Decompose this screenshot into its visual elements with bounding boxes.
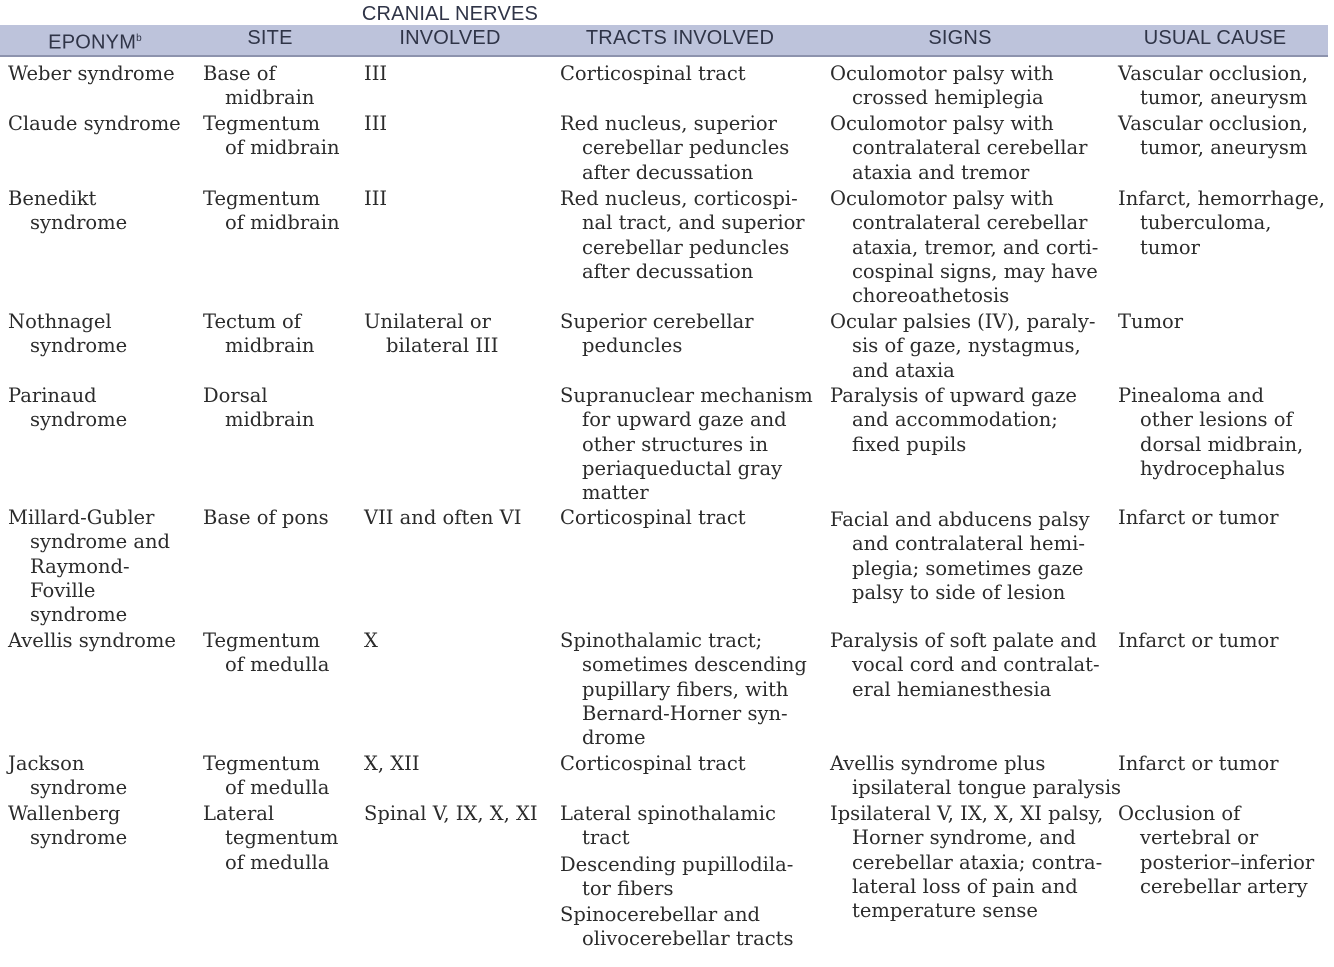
cell-line: of medulla [225,850,330,874]
cell-line: of medulla [225,653,330,677]
cell-tracts [560,112,789,185]
cell-line: vocal cord and contralat- [852,653,1100,677]
cell-line: olivocerebellar tracts [582,927,794,951]
cell-line: cerebellar peduncles [582,235,790,259]
cell-site [203,802,338,875]
cell-signs [830,629,1100,702]
cell-line: III [364,187,388,210]
cell-line: Vascular occlusion, [1118,62,1308,85]
cell-line: Parinaud [8,384,97,407]
cell-line: Nothnagel [8,310,112,333]
cell-line: Corticospinal tract [560,752,746,775]
cell-line: contralateral cerebellar [852,136,1088,160]
cell-line: Corticospinal tract [560,506,746,529]
header-site: SITE [247,27,293,49]
cell-line: drome [582,726,646,750]
cell-eponym [8,752,127,801]
cell-line: Ocular palsies (IV), paraly- [830,310,1096,333]
cell-line: Avellis syndrome [8,629,176,652]
cell-line: Tectum of [203,310,301,333]
cell-line: ataxia, tremor, and corti- [852,235,1099,259]
cell-eponym [8,384,127,433]
cell-line: for upward gaze and [582,408,787,432]
cell-cause [1118,802,1314,899]
cell-eponym [8,187,127,236]
cell-line: syndrome [30,408,128,432]
cell-line: Tegmentum [203,629,320,652]
cell-line: Infarct or tumor [1118,506,1279,529]
cell-line: Unilateral or [364,310,491,333]
cell-line: Ipsilateral V, IX, X, XI palsy, [830,802,1104,825]
cell-site [203,112,340,161]
cell-line: tract [582,826,630,850]
cell-line: Avellis syndrome plus [830,752,1046,775]
cell-tracts [560,187,805,284]
cell-cause [1118,62,1308,111]
cell-line: fixed pupils [852,432,967,456]
cell-cause [1118,187,1325,260]
cell-signs [830,310,1095,383]
cell-line: tumor, aneurysm [1140,136,1308,160]
cell-line: crossed hemiplegia [852,86,1044,110]
cell-line: Infarct or tumor [1118,629,1279,652]
header-rule [0,55,1328,57]
cell-cause [1118,112,1308,161]
cell-signs [830,506,1090,605]
cell-line: of medulla [225,776,330,800]
header-cranial-line1: CRANIAL NERVES [361,3,539,25]
cell-line: Spinal V, IX, X, XI [364,802,538,825]
cell-line: Base of pons [203,506,329,529]
cell-line: tuberculoma, [1140,211,1272,235]
cell-line: Spinocerebellar and [560,903,761,927]
cell-signs [830,112,1087,185]
cell-nerves [364,112,387,136]
cell-line: X [364,629,378,652]
cell-signs [830,752,1121,801]
cell-line: of midbrain [225,136,340,160]
cell-line: Occlusion of [1118,802,1241,825]
cell-line: Lateral spinothalamic [560,802,776,825]
cell-line: Jackson [8,752,85,775]
cell-line: vertebral or [1140,826,1259,850]
cell-line: VII and often VI [364,506,522,529]
cell-tracts [560,506,746,530]
cell-line: Superior cerebellar [560,310,754,333]
cell-line: Base of [203,62,276,85]
cell-line: Oculomotor palsy with [830,187,1054,210]
cell-site [203,384,314,433]
cell-eponym [8,62,175,86]
cell-signs [830,802,1103,923]
cell-line: Pinealoma and [1118,384,1265,407]
cell-tracts [560,310,754,359]
cell-line: midbrain [225,86,315,110]
cell-signs [830,187,1098,308]
cell-line: Horner syndrome, and [852,826,1076,850]
cell-line: Claude syndrome [8,112,181,135]
cell-line: ipsilateral tongue paralysis [852,776,1122,800]
cell-line: palsy to side of lesion [852,580,1066,604]
cell-line: Red nucleus, superior [560,112,777,135]
cell-line: peduncles [582,334,683,358]
cell-cause [1118,384,1303,481]
cell-line: eral hemianesthesia [852,677,1052,701]
cell-line: of midbrain [225,211,340,235]
cell-line: syndrome [30,603,128,627]
cell-line: other lesions of [1140,408,1293,432]
cell-line: syndrome and [30,530,171,554]
cell-line: plegia; sometimes gaze [852,556,1084,580]
table-header [0,0,1328,57]
cell-line: temperature sense [852,899,1038,923]
cell-line: Millard-Gubler [8,506,155,529]
cell-site [203,187,340,236]
cell-line: Paralysis of soft palate and [830,629,1097,652]
cell-line: Descending pupillodila- [560,852,794,876]
cell-site [203,310,314,359]
cell-line: Facial and abducens palsy [830,508,1090,531]
cell-line: syndrome [30,334,128,358]
cell-line: cerebellar artery [1140,874,1308,898]
cell-line: Oculomotor palsy with [830,112,1054,135]
cell-line: syndrome [30,211,128,235]
cell-line: dorsal midbrain, [1140,432,1304,456]
cell-line: III [364,62,388,85]
header-eponym-footnote: b [136,33,142,44]
cell-line: and contralateral hemi- [852,532,1085,556]
cell-line: posterior–inferior [1140,850,1315,874]
cell-cause [1118,752,1279,776]
cell-line: Paralysis of upward gaze [830,384,1077,407]
header-cranial-line2: INVOLVED [399,27,501,49]
cell-line: cerebellar peduncles [582,136,790,160]
cell-line: Raymond- [30,554,130,578]
cell-nerves [364,629,378,653]
cell-line: after decussation [582,160,754,184]
cell-tracts [560,802,793,952]
cell-line: and ataxia [852,358,955,382]
cell-cause [1118,629,1279,653]
cell-eponym [8,802,127,851]
cell-line: cerebellar ataxia; contra- [852,850,1103,874]
cell-line: X, XII [364,752,420,775]
cell-line: matter [582,481,649,505]
cell-line: nal tract, and superior [582,211,805,235]
cell-line: midbrain [225,408,315,432]
cell-line: Supranuclear mechanism [560,384,813,407]
cell-line: tegmentum [225,826,339,850]
cell-site [203,506,329,530]
cell-nerves [364,310,498,359]
cell-line: Infarct, hemorrhage, [1118,187,1325,210]
cell-line: Tegmentum [203,112,320,135]
cell-line: Corticospinal tract [560,62,746,85]
cell-signs [830,384,1077,457]
cell-line: bilateral III [386,334,499,358]
cell-line: Wallenberg [8,802,121,825]
cell-line: after decussation [582,259,754,283]
cell-line: other structures in [582,432,769,456]
cell-line: midbrain [225,334,315,358]
cell-line: ataxia and tremor [852,160,1030,184]
cell-line: tumor [1140,235,1200,259]
cell-line: cospinal signs, may have [852,259,1098,283]
cell-tracts [560,62,746,86]
cell-line: Foville [30,578,96,602]
cell-line: III [364,112,388,135]
cell-nerves [364,802,538,826]
cell-nerves [364,752,420,776]
cell-line: Red nucleus, corticospi- [560,187,798,210]
cell-nerves [364,506,521,530]
cell-line: Oculomotor palsy with [830,62,1054,85]
header-signs: SIGNS [928,27,992,49]
cell-signs [830,62,1054,111]
cell-cause [1118,310,1183,334]
cell-tracts [560,752,746,776]
cell-line: syndrome [30,776,128,800]
cell-line: syndrome [30,826,128,850]
header-eponym-label: EPONYM [48,31,137,54]
cell-line: tumor, aneurysm [1140,86,1308,110]
cell-cause [1118,506,1279,530]
header-cause: USUAL CAUSE [1143,27,1287,49]
cell-line: Dorsal [203,384,268,407]
cell-line: choreoathetosis [852,284,1010,308]
cell-line: Bernard-Horner syn- [582,701,788,725]
cell-line: Tegmentum [203,752,320,775]
cell-line: tor fibers [582,876,674,900]
cell-line: pupillary fibers, with [582,677,789,701]
cell-line: sis of gaze, nystagmus, [852,334,1081,358]
cell-line: and accommodation; [852,408,1058,432]
cell-line: Lateral [203,802,275,825]
cell-tracts [560,629,807,750]
cell-line: Weber syndrome [8,62,175,85]
cell-site [203,629,329,678]
cell-line: hydrocephalus [1140,456,1286,480]
cell-line: lateral loss of pain and [852,874,1078,898]
cell-site [203,752,329,801]
cell-eponym [8,629,176,653]
cell-eponym [8,310,127,359]
cell-line: Infarct or tumor [1118,752,1279,775]
cell-line: sometimes descending [582,653,807,677]
cell-line: Spinothalamic tract; [560,629,763,652]
cell-eponym [8,112,181,136]
cell-line: Tegmentum [203,187,320,210]
cell-tracts [560,384,813,505]
cell-line: Benedikt [8,187,97,210]
cell-line: Vascular occlusion, [1118,112,1308,135]
cell-line: periaqueductal gray [582,456,783,480]
cell-nerves [364,62,387,86]
cell-nerves [364,187,387,211]
cell-line: Tumor [1118,310,1184,333]
cell-line: contralateral cerebellar [852,211,1088,235]
header-tracts: TRACTS INVOLVED [585,27,775,49]
header-eponym [30,27,160,55]
cell-site [203,62,314,111]
cell-eponym [8,506,170,627]
